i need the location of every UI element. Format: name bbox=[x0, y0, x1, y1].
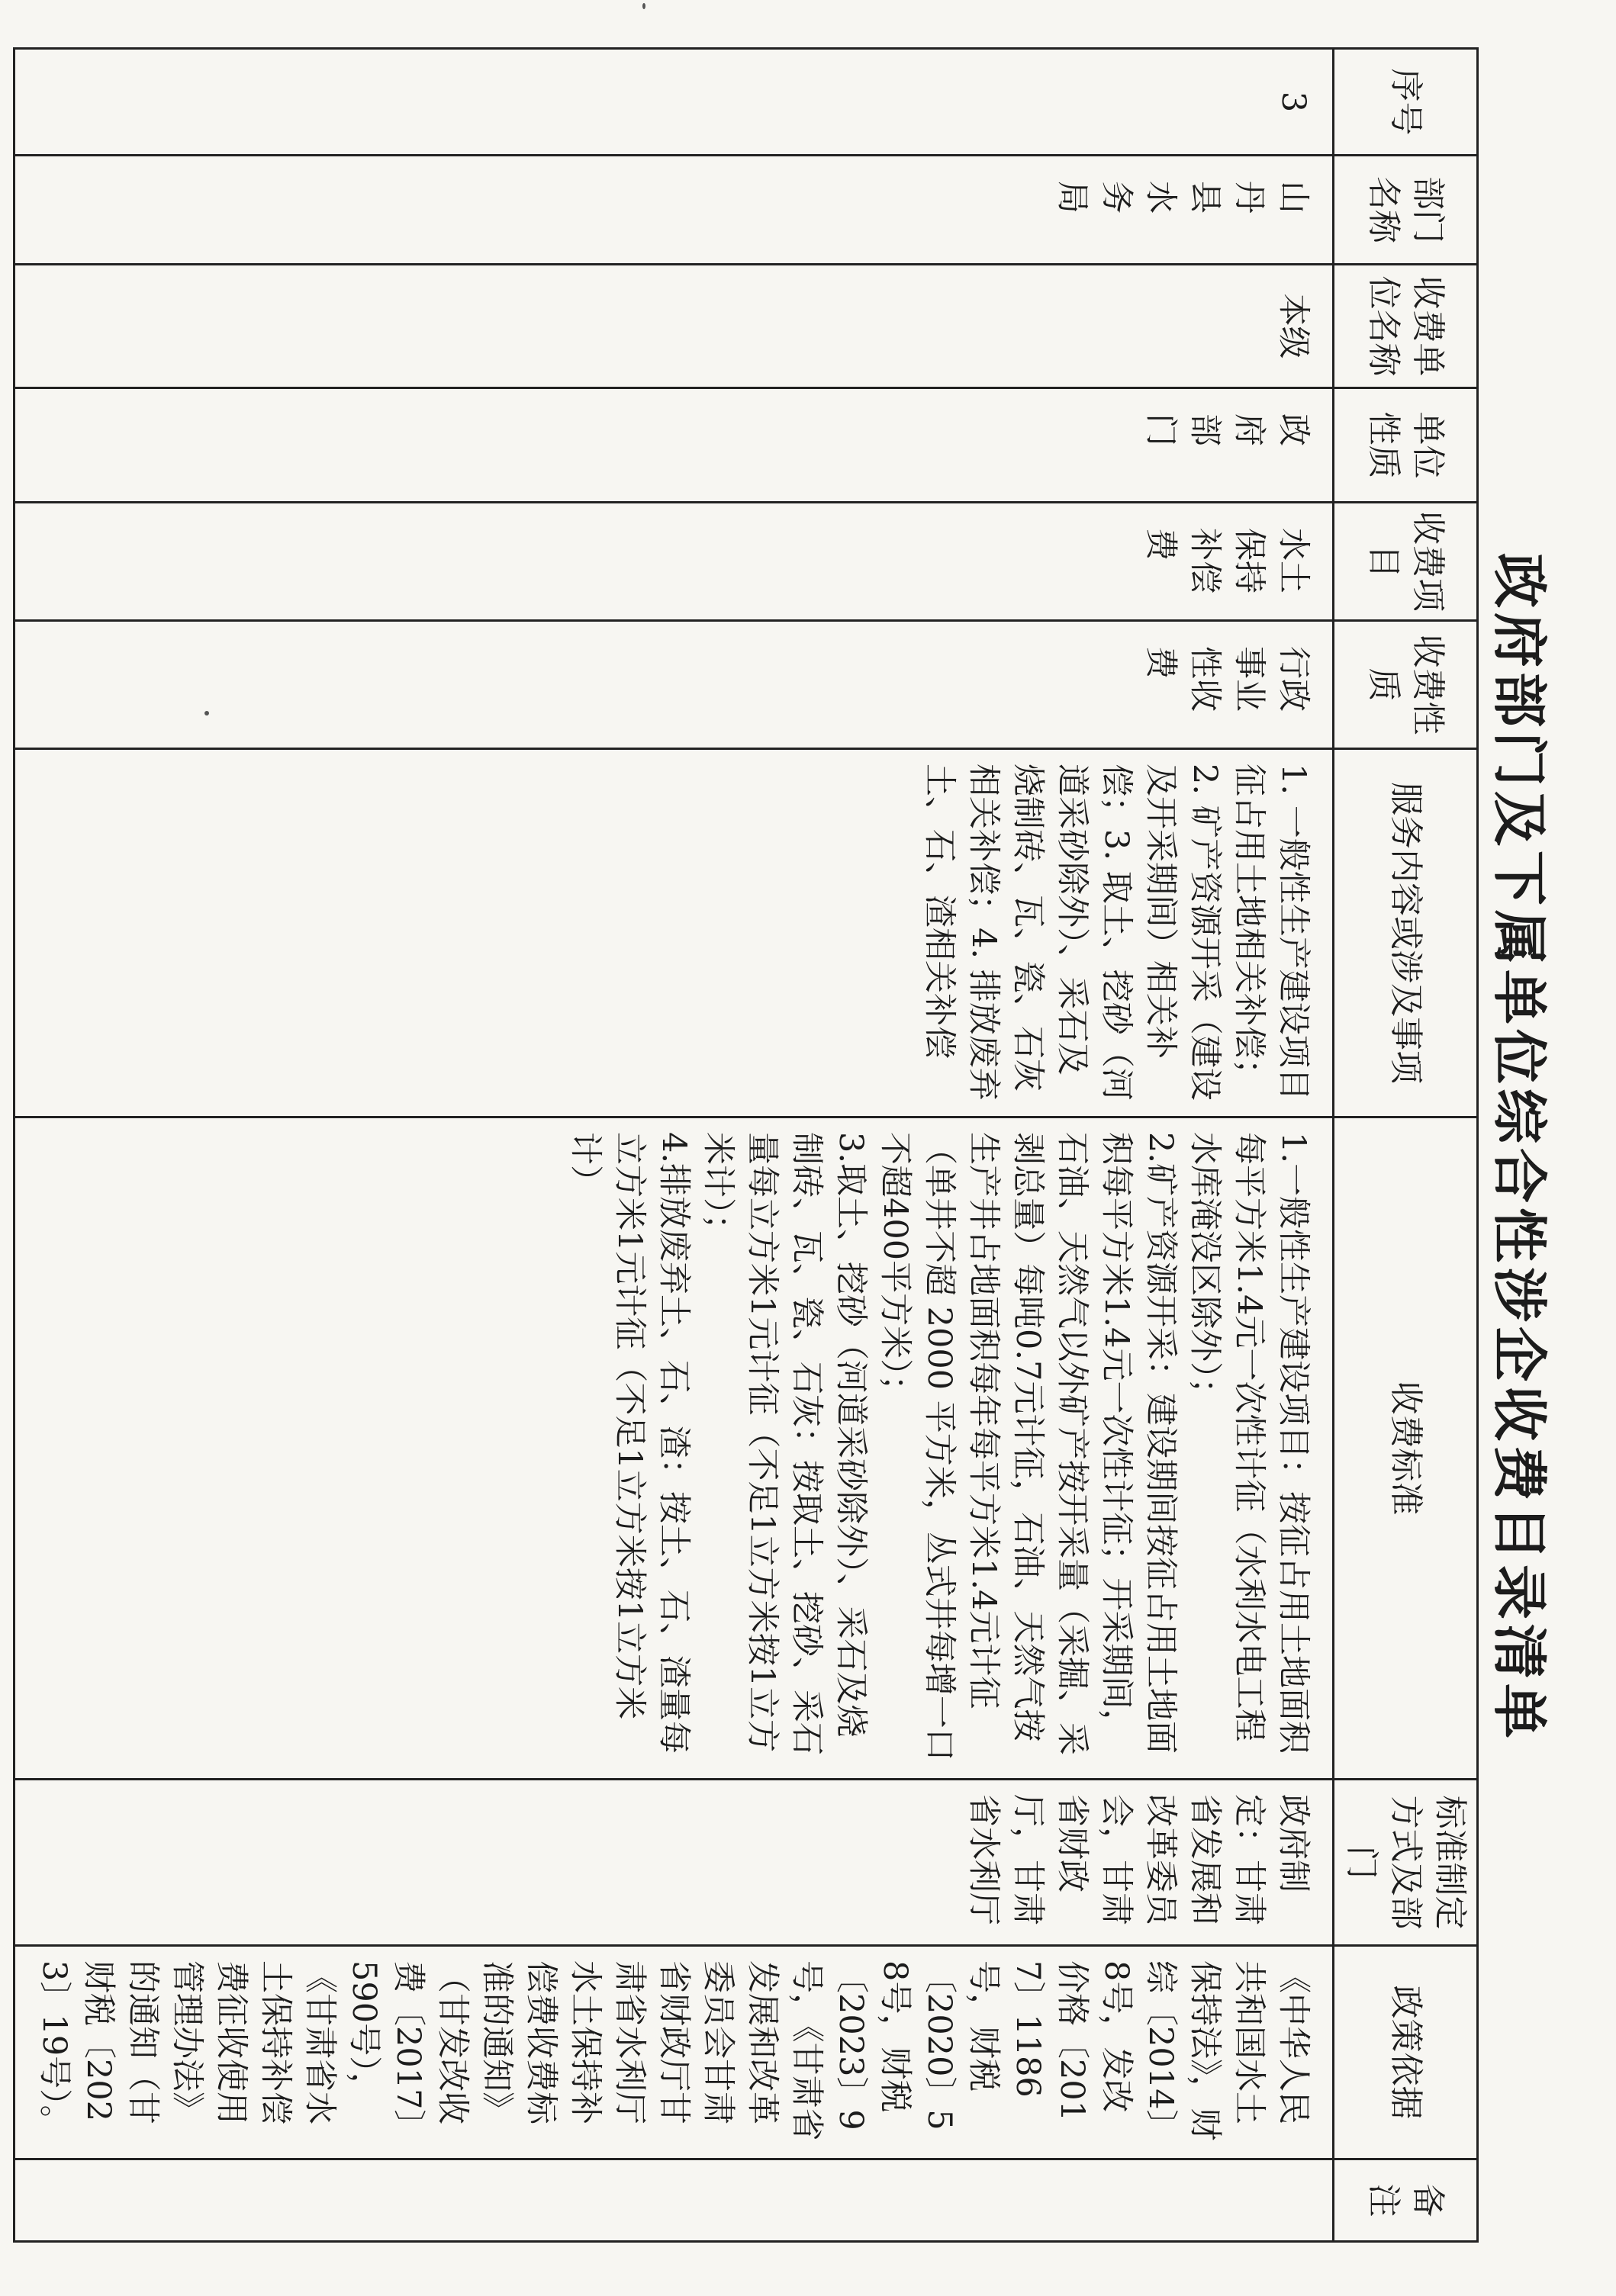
header-dept-name: 部门名称 bbox=[1334, 156, 1478, 265]
header-unit-name: 收费单位名称 bbox=[1334, 265, 1478, 388]
fee-standard-item: 2.矿产资源开采：建设期间按征占用土地面积每平方米1.4元一次性计征；开采期间，石油、天然气以外矿产按开采量（采掘、采剥总量）每吨0.7元计征，石油、天然气按生产井占地面积每年每平方米1.4元计征（单井不超 2000 平方米，丛式井每增一口不超400平方米）； bbox=[876, 1132, 1180, 1761]
scan-speck bbox=[642, 3, 645, 9]
header-service-content: 服务内容或涉及事项 bbox=[1334, 749, 1478, 1117]
header-fee-item: 收费项目 bbox=[1334, 503, 1478, 621]
header-unit-nature: 单位性质 bbox=[1334, 388, 1478, 503]
cell-fee-item: 水土保持补偿费 bbox=[14, 503, 1334, 621]
cell-standard-method: 政府制定：甘肃省发展和改革委员会，甘肃省财政厅，甘肃省水利厅 bbox=[14, 1780, 1334, 1946]
header-policy-basis: 政策依据 bbox=[1334, 1946, 1478, 2159]
fee-catalog-table bbox=[13, 47, 1479, 2243]
cell-fee-standard bbox=[14, 1117, 1334, 1780]
header-fee-nature: 收费性质 bbox=[1334, 621, 1478, 749]
cell-unit-nature: 政府部门 bbox=[14, 388, 1334, 503]
header-row bbox=[1334, 49, 1478, 2242]
fee-standard-item: 3.取土、挖砂（河道采砂除外）、采石及烧制砖、瓦、瓷、石灰：按取土、挖砂、采石量每立方米1元计征（不足1立方米按1立方米计）； bbox=[699, 1132, 870, 1755]
header-seq: 序号 bbox=[1334, 49, 1478, 156]
cell-fee-nature: 行政事业性收费 bbox=[14, 621, 1334, 749]
cell-unit-name: 本级 bbox=[14, 265, 1334, 388]
fee-standard-item: 1.一般性生产建设项目：按征占用土地面积每平方米1.4元一次性计征（水利水电工程水库淹没区除外）； bbox=[1186, 1132, 1312, 1754]
cell-dept-name: 山丹县水务局 bbox=[14, 156, 1334, 265]
cell-seq: 3 bbox=[14, 49, 1334, 156]
header-fee-standard: 收费标准 bbox=[1334, 1117, 1478, 1780]
cell-policy-basis: 《中华人民共和国水土保持法》，财综〔2014〕8号，发改价格〔2017〕1186号，财税〔2020〕58号，财税〔2023〕9号，《甘肃省发展和改革委员会甘肃省财政厅甘肃省水利厅水土保持补偿费收费标准的通知》（甘发改收费〔2017〕590号），《甘肃省水土保持补偿费征收使用管理办法》的通知（甘财税〔2023〕19号）。 bbox=[14, 1946, 1334, 2159]
fee-standard-item: 4.排放废弃土、石、渣：按土、石、渣量每立方米1元计征（不足1立方米按1立方米计） bbox=[566, 1132, 693, 1754]
table-row bbox=[14, 49, 1334, 2242]
header-remarks: 备注 bbox=[1334, 2159, 1478, 2242]
scan-speck bbox=[204, 711, 209, 715]
header-standard-method: 标准制定方式及部门 bbox=[1334, 1780, 1478, 1946]
cell-service-content: 1. 一般性生产建设项目征占用土地相关补偿；2. 矿产资源开采（建设及开采期间）相关补偿；3. 取土、挖砂（河道采砂除外）、采石及烧制砖、瓦、瓷、石灰相关补偿；4. 排放废弃土、石、渣相关补偿 bbox=[14, 749, 1334, 1117]
cell-remarks bbox=[14, 2159, 1334, 2242]
page-title: 政府部门及下属单位综合性涉企收费目录清单 bbox=[1487, 552, 1552, 1743]
